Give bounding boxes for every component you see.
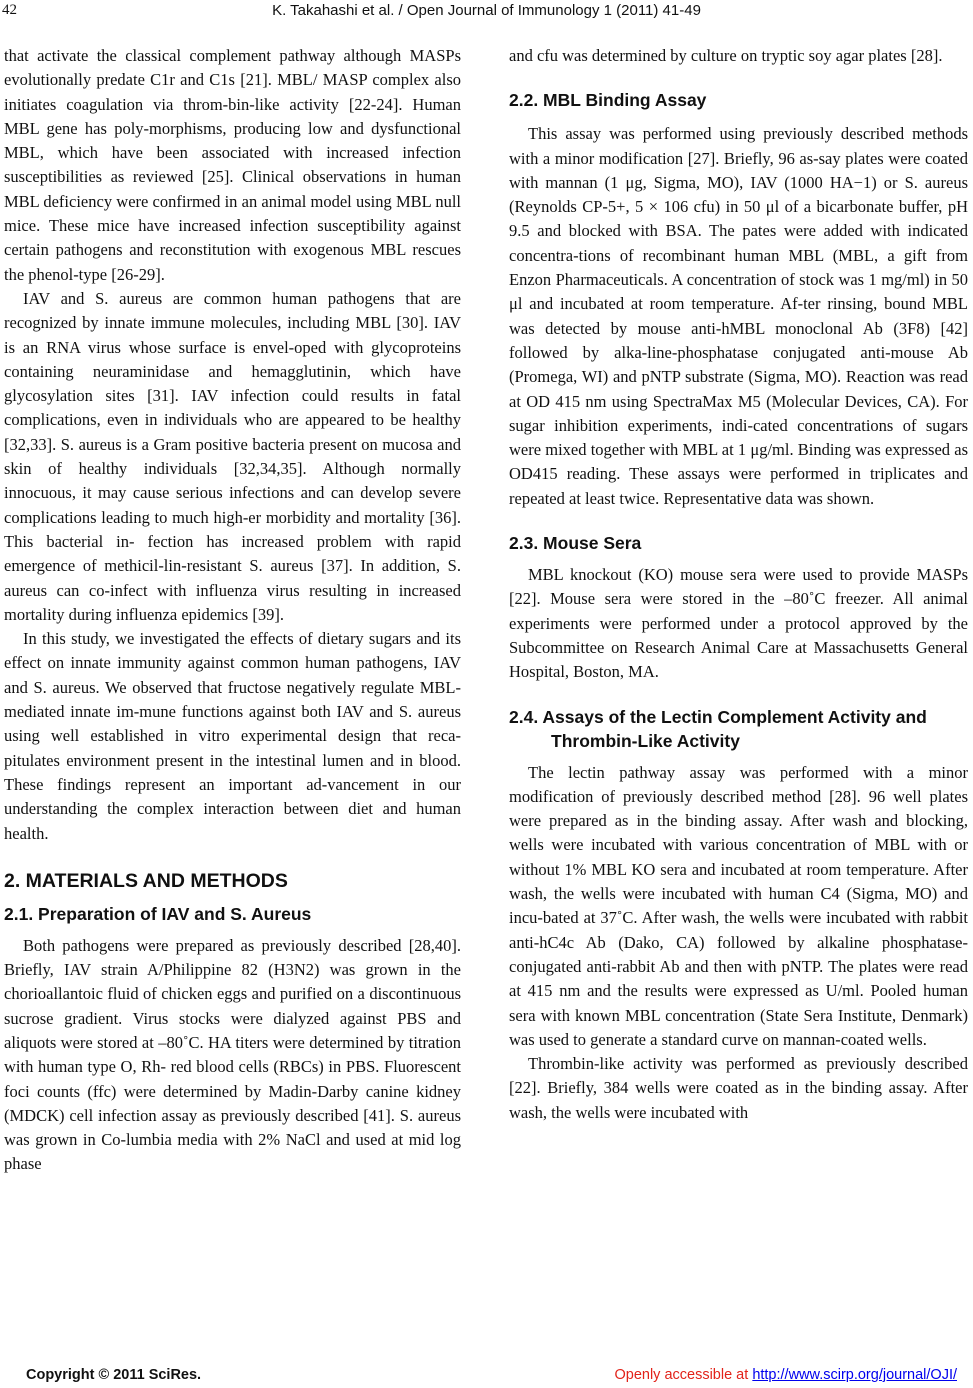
preparation-paragraph-continued: and cfu was determined by culture on tryptic soy agar plates [28]. [509,46,943,65]
page-footer [0,1364,973,1386]
intro-paragraph-pathogens: IAV and S. aureus are common human pathogens that are recognized by innate immune molecules, including MBL [30]. IAV is an RNA virus whose surface is envel-oped with glycoproteins containing neuraminidase and hemagglutinin, which have glycosylation sites [31]. IAV infection could results in fatal complications, even in individuals who are appeared to be healthy [32,33]. S. aureus is a Gram positive bacteria present on mucosa and skin of healthy individuals [32,34,35]. Although normally innocuous, it may cause serious infections and can develop severe complications leading to much high-er morbidity and mortality [36]. This bacterial in- fection has increased problem with rapid emergence of methicil-lin-resistant S. aureus [37]. In addition, S. aureus can co-infect with influenza virus resulting in increased mortality during influenza epidemics [39]. [4,288,461,624]
running-head: K. Takahashi et al. / Open Journal of Immunology 1 (2011) 41-49 [272,2,701,19]
page-number: 42 [2,2,17,18]
open-access-text: Openly accessible at [614,1367,753,1383]
intro-paragraph-continued: that activate the classical complement pathway although MASPs evolutionally predate C1r and C1s [21]. MBL/ MASP complex also initiates coagulation via throm-bin-like activity [22-24]. Human MBL gene has poly-morphisms, producing low and dysfunctional MBL, which have been associated with increased infection susceptibilities as reviewed [25]. Clinical observations in human MBL deficiency were confirmed in an animal model using MBL null mice. These mice have increased infection susceptibility against certain pathogens and reconstitution with exogenous MBL rescues the phenol-type [26-29]. [4,46,461,284]
page-header [0,0,973,30]
binding-assay-paragraph: This assay was performed using previously described methods with a minor modification [27]. Briefly, 96 as-say plates were coated with mannan (1 μg, Sigma, MO), IAV (1000 HA−1) or S. aureus (Reynolds CP-5+, 5 × 106 cfu) in 50 μl of a bicarbonate buffer, pH 9.5 and blocked with BSA. The pates were added with indicated concentra-tions of recombinant human MBL (MBL, a gift from Enzon Pharmaceuticals. A concentration of stock was 1 mg/ml) in 50 μl and incubated at room temperature. Af-ter rinsing, bound MBL was detected by mouse anti-hMBL monoclonal Ab (3F8) [42] followed by alka-line-phosphatase conjugated anti-mouse Ab (Promega, WI) and pNTP substrate (Sigma, MO). Reaction was read at OD 415 nm using SpectraMax M5 (Molecular Devices, CA). For sugar inhibition experiments, indi-cated concentrations of sugars were mixed together with MBL at 1 μg/ml. Binding was expressed as OD415 reading. These assays were performed in triplicates and repeated at least twice. Representative data was shown. [509,124,968,508]
subsection-heading-binding-assay: 2.2. MBL Binding Assay [509,90,707,111]
thrombin-assay-paragraph: Thrombin-like activity was performed as previously described [22]. Briefly, 384 wells were coated as in the binding assay. After wash, the wells were incubated with [509,1054,968,1122]
journal-link[interactable]: http://www.scirp.org/journal/OJI/ [752,1367,957,1383]
subsection-heading-mouse-sera: 2.3. Mouse Sera [509,533,642,554]
lectin-assay-paragraph: The lectin pathway assay was performed with a minor modification of previously described method [28]. 96 well plates were prepared as in the binding assay. After wash and blocking, wells were incubated with various concentration of MBL with or without 1% MBL KO sera and incubated at room temperature. After wash, the wells were incubated with human C4 (Sigma, MO) and incu-bated at 37˚C. After wash, the wells were incubated with rabbit anti-hC4c Ab (Dako, CA) followed by alkaline phosphatase-conjugated anti-rabbit Ab and then with pNTP. The plates were read at 415 nm and the results were expressed as U/ml. Pooled human sera with known MBL concentration (State Sera Institute, Denmark) was used to generate a standard curve on mannan-coated wells. [509,762,968,1049]
subsection-heading-lectin-assay: 2.4. Assays of the Lectin Complement Activity and Thrombin-Like Activity [509,706,927,751]
intro-paragraph-study: In this study, we investigated the effects of dietary sugars and its effect on innate immunity against common human pathogens, IAV and S. aureus. We observed that fructose negatively regulate MBL-mediated innate im-mune functions against both IAV and S. aureus using well established in vitro experimental design that reca-pitulates environment present in the intestinal lumen and in blood. These findings represent an important ad-vancement in our understanding the complex interaction between diet and human health. [4,629,461,843]
mouse-sera-paragraph: MBL knockout (KO) mouse sera were used to provide MASPs [22]. Mouse sera were stored in the –80˚C freezer. All animal experiments were performed under a protocol approved by the Subcommittee on Research Animal Care at Massachusetts General Hospital, Boston, MA. [509,565,968,682]
left-column [4,44,461,1177]
section-heading-methods: 2. MATERIALS AND METHODS [4,869,288,892]
right-column [509,44,968,1125]
open-access-notice [614,1367,957,1383]
subsection-heading-preparation: 2.1. Preparation of IAV and S. Aureus [4,903,312,924]
preparation-paragraph: Both pathogens were prepared as previously described [28,40]. Briefly, IAV strain A/Philippine 82 (H3N2) was grown in the chorioallantoic fluid of chicken eggs and purified on a discontinuous sucrose gradient. Virus stocks were dialyzed against PBS and aliquots were stored at –80˚C. HA titers were determined by titration with human type O, Rh- red blood cells (RBCs) in PBS. Fluorescent foci counts (ffc) were determined by Madin-Darby canine kidney (MDCK) cell infection assay as previously described [41]. S. aureus was grown in Co-lumbia media with 2% NaCl and used at mid log phase [4,935,461,1174]
copyright-notice: Copyright © 2011 SciRes. [26,1367,202,1383]
